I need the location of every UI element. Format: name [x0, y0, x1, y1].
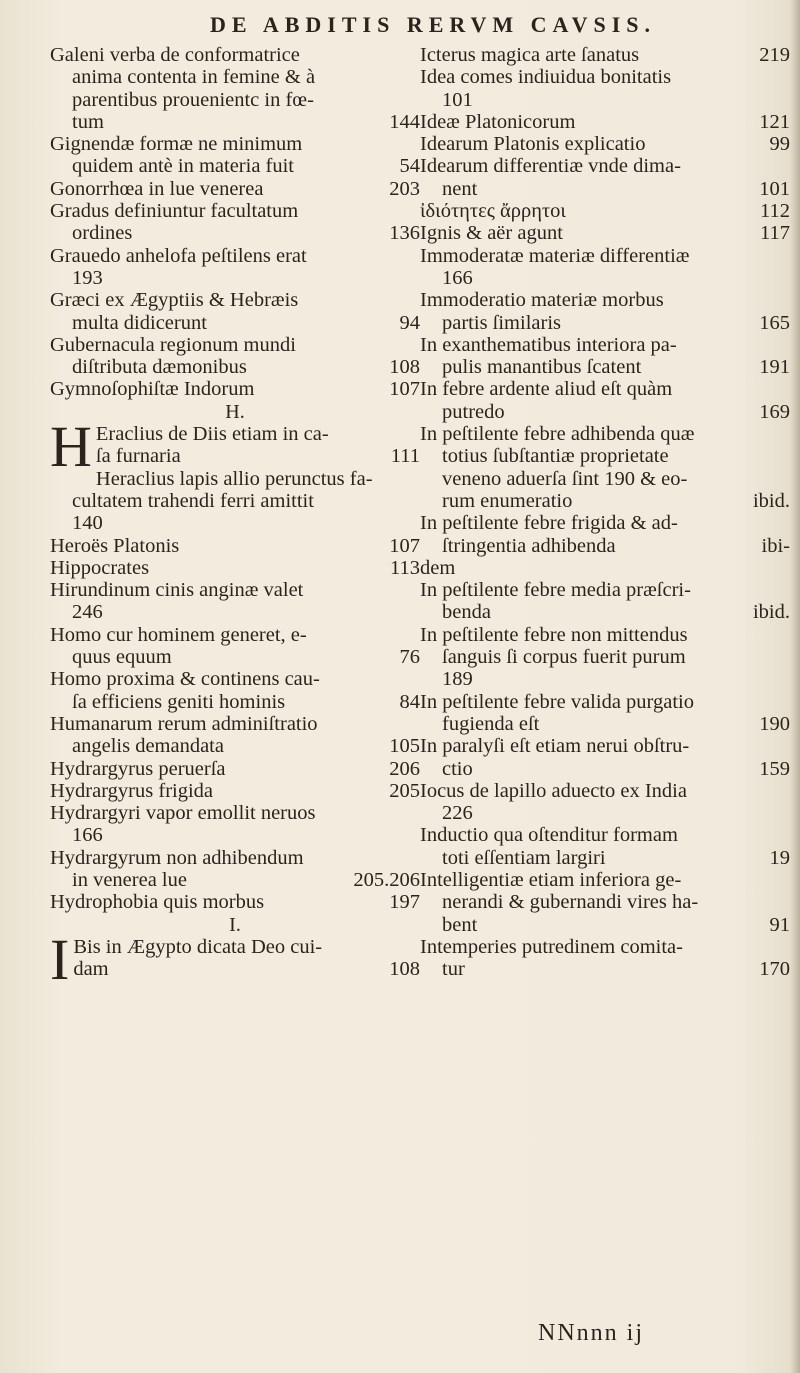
index-entry — [50, 713, 420, 758]
entry-term: In peſtilente febre frigida & ad- — [420, 512, 678, 535]
index-entry — [420, 557, 790, 579]
entry-continuation: benda ibid. — [442, 601, 790, 624]
page-number: 117 — [760, 222, 790, 245]
index-entry — [50, 802, 420, 847]
index-entry — [420, 869, 790, 936]
entry-continuation: ſanguis ſi corpus fuerit purum — [442, 646, 686, 669]
entry-continuation: quidem antè in materia fuit 54 — [72, 155, 420, 178]
entry-continuation: 166 — [442, 266, 473, 289]
entry-term: Iocus de lapillo aduecto ex India — [420, 779, 687, 802]
index-entry — [50, 245, 420, 290]
entry-term: Gradus definiuntur facultatum — [50, 200, 299, 223]
entry-term: Bis in Ægypto dicata Deo cui- — [73, 935, 323, 958]
index-entry — [50, 926, 420, 992]
entry-term: Inductio qua oſtenditur formam — [420, 824, 678, 847]
page-number: 191 — [759, 356, 790, 379]
page-number: 111 — [390, 445, 420, 468]
entry-term: Gignendæ formæ ne minimum — [50, 133, 303, 156]
index-entry — [420, 624, 790, 691]
entry-term: Græci ex Ægyptiis & Hebræis — [50, 289, 299, 312]
entry-term: In exanthematibus interiora pa- — [420, 333, 677, 356]
index-entry — [50, 847, 420, 892]
page-number: 206 — [389, 757, 420, 780]
entry-continuation: 246 — [72, 601, 103, 624]
page-number: 169 — [759, 400, 790, 423]
entry-continuation: nent 101 — [442, 177, 790, 200]
index-entry — [420, 66, 790, 111]
page-number: ibid. — [752, 489, 790, 512]
entry-term: Idearum Platonis explicatio — [420, 133, 646, 156]
page-number: 113 — [390, 556, 420, 579]
index-entry — [420, 222, 790, 244]
index-entry — [50, 579, 420, 624]
index-entry — [420, 155, 790, 200]
entry-term: Gonorrhœa in lue venerea — [50, 177, 264, 200]
entry-continuation: ordines 136 — [72, 222, 420, 245]
entry-term: ἰδιότητες ἄρρητοι — [420, 200, 566, 223]
entry-term: Immoderatæ materiæ differentiæ — [420, 244, 690, 267]
section-letter: I. — [229, 913, 241, 936]
index-entry — [50, 44, 420, 133]
entry-term: Icterus magica arte ſanatus — [420, 44, 640, 66]
page-number: 170 — [759, 958, 790, 981]
index-entry — [50, 535, 420, 557]
entry-continuation: 140 — [72, 512, 103, 535]
page-number: ibi- — [761, 534, 790, 557]
entry-continuation: ſa efficiens geniti hominis 84 — [72, 690, 420, 713]
page-number: ibid. — [752, 601, 790, 624]
entry-continuation: 101 — [442, 88, 473, 111]
entry-continuation: ſa furnaria 111 — [95, 445, 420, 468]
page-number: 144 — [389, 110, 420, 133]
entry-term: Intemperies putredinem comita- — [420, 935, 683, 958]
index-entry — [50, 624, 420, 669]
page-number: 108 — [389, 958, 420, 981]
drop-initial: H — [50, 414, 92, 480]
index-entry — [420, 44, 790, 66]
entry-term: dem — [420, 556, 456, 579]
entry-term: Grauedo anhelofa peſtilens erat — [50, 244, 307, 267]
entry-continuation: angelis demandata 105 — [72, 735, 420, 758]
index-entry — [50, 133, 420, 178]
entry-term: Intelligentiæ etiam inferiora ge- — [420, 868, 682, 891]
entry-continuation: in venerea lue 205.206 — [72, 868, 420, 891]
index-entry — [420, 245, 790, 290]
entry-term: Galeni verba de conformatrice — [50, 44, 300, 66]
entry-term: In peſtilente febre non mittendus — [420, 623, 688, 646]
index-entry — [50, 468, 420, 535]
entry-continuation: partis ſimilaris 165 — [442, 311, 790, 334]
drop-initial: I — [50, 926, 70, 992]
index-entry — [420, 378, 790, 423]
page-number: 203 — [389, 177, 420, 200]
entry-term: In febre ardente aliud eſt quàm — [420, 378, 673, 401]
entry-term: Homo proxima & continens cau- — [50, 668, 320, 691]
index-entry — [420, 512, 790, 557]
index-entry — [420, 691, 790, 736]
entry-continuation: 166 — [72, 824, 103, 847]
entry-term: Hydrargyri vapor emollit neruos — [50, 802, 316, 825]
entry-continuation: totius ſubſtantiæ proprietate — [442, 445, 669, 468]
index-entry — [420, 289, 790, 334]
entry-term: Humanarum rerum adminiſtratio — [50, 712, 318, 735]
page-number: 54 — [399, 155, 420, 178]
entry-continuation: diſtributa dæmonibus 108 — [72, 356, 420, 379]
entry-term: Gymnoſophiſtæ Indorum — [50, 378, 255, 401]
entry-term: Hydrargyrus peruerſa — [50, 757, 226, 780]
page-number: 94 — [399, 311, 420, 334]
page-number: 108 — [389, 356, 420, 379]
page-number: 159 — [759, 757, 790, 780]
page-number: 105 — [389, 735, 420, 758]
page-number: 205 — [389, 779, 420, 802]
index-entry — [420, 423, 790, 512]
entry-continuation: multa didicerunt 94 — [72, 311, 420, 334]
index-entry — [50, 668, 420, 713]
index-entry — [50, 178, 420, 200]
page-number: 99 — [769, 133, 790, 156]
index-entry — [420, 936, 790, 981]
entry-term: In peſtilente febre adhibenda quæ — [420, 423, 695, 446]
entry-continuation: 193 — [72, 266, 103, 289]
page-edge-shadow — [790, 0, 800, 1373]
index-entry — [420, 111, 790, 133]
page-number: 107 — [389, 534, 420, 557]
page-number: 91 — [769, 913, 790, 936]
index-column-left — [50, 44, 420, 992]
index-entry — [420, 780, 790, 825]
page-number: 107 — [389, 378, 420, 401]
page-number: 197 — [389, 891, 420, 914]
page-number: 101 — [759, 177, 790, 200]
entry-term: Hydrargyrum non adhibendum — [50, 846, 304, 869]
page-number: 121 — [759, 110, 790, 133]
page-number: 112 — [760, 200, 790, 223]
page-number: 84 — [399, 690, 420, 713]
index-entry — [420, 735, 790, 780]
index-entry — [50, 200, 420, 245]
entry-term: Immoderatio materiæ morbus — [420, 289, 664, 312]
entry-continuation: bent 91 — [442, 913, 790, 936]
page-number: 136 — [389, 222, 420, 245]
entry-continuation: putredo 169 — [442, 400, 790, 423]
entry-continuation: toti eſſentiam largiri 19 — [442, 846, 790, 869]
index-entry — [420, 334, 790, 379]
index-column-right — [420, 44, 790, 980]
entry-continuation: rum enumeratio ibid. — [442, 489, 790, 512]
entry-continuation: quus equum 76 — [72, 646, 420, 669]
index-entry — [420, 824, 790, 869]
entry-term: Gubernacula regionum mundi — [50, 333, 296, 356]
entry-term: Hirundinum cinis anginæ valet — [50, 579, 304, 602]
entry-term: Ignis & aër agunt — [420, 222, 563, 245]
index-entry — [50, 891, 420, 913]
entry-term: Ideæ Platonicorum — [420, 110, 576, 133]
entry-term: Homo cur hominem generet, e- — [50, 623, 307, 646]
signature-mark: NNnnn ij — [538, 1320, 644, 1346]
entry-term: Idea comes indiuidua bonitatis — [420, 66, 672, 89]
entry-term: In peſtilente febre media præſcri- — [420, 579, 691, 602]
page-number: 19 — [769, 846, 790, 869]
entry-continuation: cultatem trahendi ferri amittit — [72, 489, 314, 512]
index-entry — [50, 758, 420, 780]
index-entry — [420, 133, 790, 155]
page-number: 219 — [759, 44, 790, 66]
page-number: 190 — [759, 712, 790, 735]
entry-continuation: 189 — [442, 668, 473, 691]
entry-continuation: fugienda eſt 190 — [442, 712, 790, 735]
section-letter: H. — [225, 400, 245, 423]
index-entry — [50, 557, 420, 579]
entry-continuation: tur 170 — [442, 958, 790, 981]
entry-continuation: anima contenta in femine & à — [72, 66, 316, 89]
entry-continuation: tum 144 — [72, 110, 420, 133]
entry-term: In paralyſi eſt etiam nerui obſtru- — [420, 735, 690, 758]
entry-term: Eraclius de Diis etiam in ca- — [95, 423, 329, 446]
entry-continuation: ctio 159 — [442, 757, 790, 780]
index-entry — [50, 334, 420, 379]
page-number: 205.206 — [353, 868, 420, 891]
entry-continuation: 226 — [442, 802, 473, 825]
index-entry — [50, 289, 420, 334]
entry-continuation: nerandi & gubernandi vires ha- — [442, 891, 699, 914]
entry-term: Hippocrates — [50, 556, 150, 579]
entry-term: In peſtilente febre valida purgatio — [420, 690, 694, 713]
entry-term: Hydrophobia quis morbus — [50, 891, 265, 914]
entry-continuation: pulis manantibus ſcatent 191 — [442, 356, 790, 379]
entry-continuation: dam 108 — [73, 958, 420, 981]
entry-continuation: ſtringentia adhibenda ibi- — [442, 534, 790, 557]
page-number: 76 — [399, 646, 420, 669]
index-entry — [50, 780, 420, 802]
entry-term: Heroës Platonis — [50, 534, 180, 557]
entry-term: Hydrargyrus frigida — [50, 779, 214, 802]
index-entry — [420, 579, 790, 624]
index-entry — [420, 200, 790, 222]
entry-continuation: veneno aduerſa ſint 190 & eo- — [442, 467, 688, 490]
index-entry — [50, 378, 420, 400]
running-head: DE ABDITIS RERVM CAVSIS. — [210, 12, 657, 37]
entry-continuation: parentibus prouenientc in fœ- — [72, 88, 314, 111]
entry-term: Idearum differentiæ vnde dima- — [420, 155, 681, 178]
page-number: 165 — [759, 311, 790, 334]
entry-term: Heraclius lapis allio perunctus fa- — [95, 467, 373, 490]
